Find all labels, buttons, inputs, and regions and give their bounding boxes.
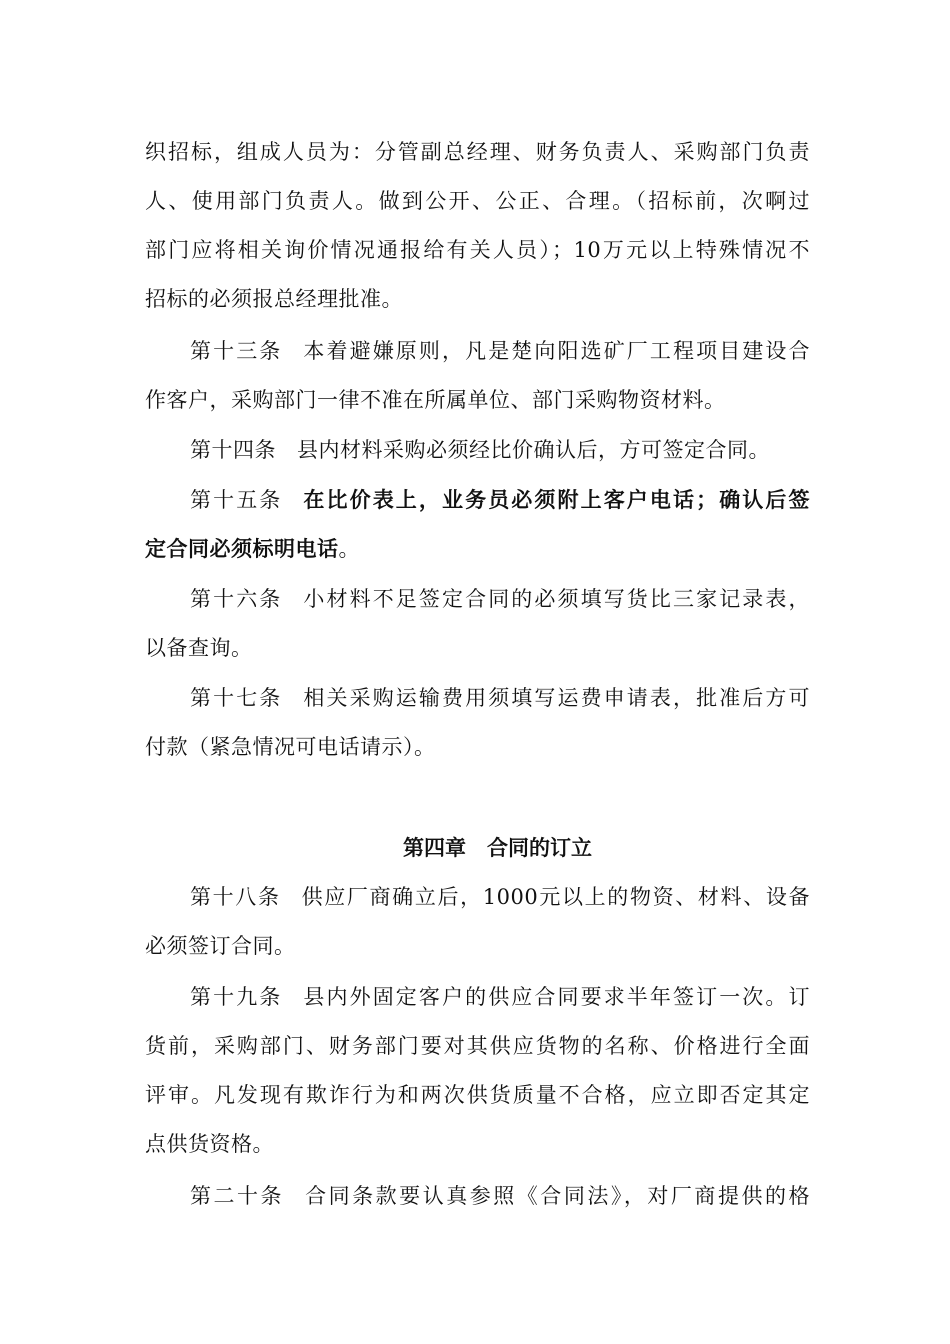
- article-18-label: 第十八条: [190, 885, 281, 909]
- article-13-line-1: [190, 334, 810, 368]
- article-18-line-1: [190, 880, 810, 914]
- chapter-4-heading: 第四章 合同的订立: [403, 835, 592, 860]
- article-16-line-2: 以备查询。: [145, 636, 253, 660]
- para12-line-3: 部门应将相关询价情况通报给有关人员）；10万元以上特殊情况不: [145, 238, 810, 262]
- article-14-text-1: 县内材料采购必须经比价确认后，方可签定合同。: [297, 438, 770, 462]
- article-17-text-1: 相关采购运输费用须填写运费申请表，批准后方可: [303, 686, 811, 710]
- article-16-line-1: [190, 582, 810, 616]
- article-14-label: 第十四条: [190, 438, 276, 462]
- article-13-line-2: 作客户，采购部门一律不准在所属单位、部门采购物资材料。: [145, 388, 726, 412]
- article-15-text-2-end: 。: [338, 537, 360, 561]
- article-19-text-1: 县内外固定客户的供应合同要求半年签订一次。订: [303, 985, 811, 1009]
- article-20-text-1: 合同条款要认真参照《合同法》，对厂商提供的格: [305, 1184, 811, 1208]
- article-15-label: 第十五条: [190, 488, 283, 512]
- article-19-line-4: 点供货资格。: [145, 1132, 274, 1156]
- article-18-line-2: 必须签订合同。: [145, 934, 296, 958]
- article-15-text-1: 在比价表上，业务员必须附上客户电话；确认后签: [303, 487, 811, 512]
- article-15-text-2: 定合同必须标明电话: [145, 536, 339, 561]
- article-15-line-2: [145, 532, 810, 566]
- para12-line-2: 人、使用部门负责人。做到公开、公正、合理。（招标前，次啊过: [145, 189, 810, 213]
- article-19-label: 第十九条: [190, 985, 283, 1009]
- article-19-line-3: 评审。凡发现有欺诈行为和两次供货质量不合格，应立即否定其定: [145, 1083, 810, 1107]
- article-19-line-2: 货前，采购部门、财务部门要对其供应货物的名称、价格进行全面: [145, 1034, 810, 1058]
- article-15-line-1: [190, 483, 810, 517]
- article-17-line-1: [190, 681, 810, 715]
- article-16-text-1: 小材料不足签定合同的必须填写货比三家记录表，: [303, 587, 811, 611]
- article-17-line-2: 付款（紧急情况可电话请示）。: [145, 735, 436, 759]
- article-18-text-1: 供应厂商确立后，1000元以上的物资、材料、设备: [301, 885, 810, 909]
- article-19-line-1: [190, 980, 810, 1014]
- article-17-label: 第十七条: [190, 686, 283, 710]
- article-20-label: 第二十条: [190, 1184, 285, 1208]
- article-14-line-1: [190, 433, 810, 467]
- article-13-text-1: 本着避嫌原则，凡是楚向阳选矿厂工程项目建设合: [303, 339, 811, 363]
- para12-line-1: 织招标，组成人员为：分管副总经理、财务负责人、采购部门负责: [145, 140, 810, 164]
- article-13-label: 第十三条: [190, 339, 283, 363]
- para12-line-4: 招标的必须报总经理批准。: [145, 287, 403, 311]
- article-20-line-1: [190, 1179, 810, 1213]
- article-16-label: 第十六条: [190, 587, 283, 611]
